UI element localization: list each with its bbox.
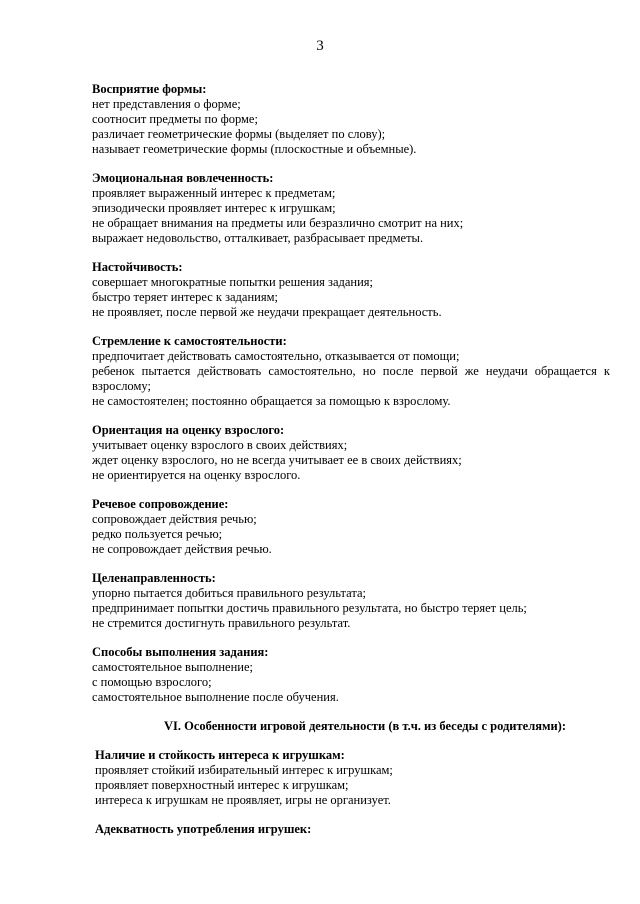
section-emotional-involvement bbox=[92, 171, 610, 246]
section-title: Наличие и стойкость интереса к игрушкам: bbox=[95, 748, 345, 762]
list-item: не проявляет, после первой же неудачи прекращает деятельность. bbox=[92, 305, 442, 319]
list-item: выражает недовольство, отталкивает, разбрасывает предметы. bbox=[92, 231, 424, 245]
section-purposefulness bbox=[92, 571, 610, 631]
list-item: совершает многократные попытки решения задания; bbox=[92, 275, 374, 289]
section-title: Восприятие формы: bbox=[92, 82, 207, 96]
section-title: Настойчивость: bbox=[92, 260, 183, 274]
section-title: Ориентация на оценку взрослого: bbox=[92, 423, 285, 437]
section-title: Стремление к самостоятельности: bbox=[92, 334, 287, 348]
list-item: проявляет стойкий избирательный интерес к игрушкам; bbox=[95, 763, 393, 777]
list-item: упорно пытается добиться правильного результата; bbox=[92, 586, 366, 600]
section-toy-interest bbox=[92, 748, 610, 808]
section-title: Способы выполнения задания: bbox=[92, 645, 269, 659]
list-item: ребенок пытается действовать самостоятельно, но после первой же неудачи обращается к взрослому; bbox=[92, 364, 610, 393]
list-item: редко пользуется речью; bbox=[92, 527, 223, 541]
list-item: не самостоятелен; постоянно обращается за помощью к взрослому. bbox=[92, 394, 451, 408]
list-item: предпринимает попытки достичь правильного результата, но быстро теряет цель; bbox=[92, 601, 527, 615]
section-form-perception bbox=[92, 82, 610, 157]
list-item: эпизодически проявляет интерес к игрушкам; bbox=[92, 201, 336, 215]
list-item: называет геометрические формы (плоскостные и объемные). bbox=[92, 142, 417, 156]
section-task-methods bbox=[92, 645, 610, 705]
list-item: проявляет поверхностный интерес к игрушкам; bbox=[95, 778, 349, 792]
list-item: различает геометрические формы (выделяет по слову); bbox=[92, 127, 386, 141]
page-number: 3 bbox=[316, 38, 324, 54]
list-item: не стремится достигнуть правильного результат. bbox=[92, 616, 351, 630]
section-title: Речевое сопровождение: bbox=[92, 497, 229, 511]
section-adult-evaluation bbox=[92, 423, 610, 483]
list-item: ждет оценку взрослого, но не всегда учитывает ее в своих действиях; bbox=[92, 453, 462, 467]
chapter-heading: VI. Особенности игровой деятельности (в т.ч. из беседы с родителями): bbox=[163, 719, 567, 733]
section-title: Адекватность употребления игрушек: bbox=[95, 822, 312, 836]
list-item: самостоятельное выполнение; bbox=[92, 660, 253, 674]
list-item: проявляет выраженный интерес к предметам; bbox=[92, 186, 336, 200]
section-independence bbox=[92, 334, 610, 409]
section-title: Эмоциональная вовлеченность: bbox=[92, 171, 274, 185]
list-item: соотносит предметы по форме; bbox=[92, 112, 258, 126]
list-item: учитывает оценку взрослого в своих действиях; bbox=[92, 438, 348, 452]
list-item: интереса к игрушкам не проявляет, игры не организует. bbox=[95, 793, 391, 807]
list-item: быстро теряет интерес к заданиям; bbox=[92, 290, 278, 304]
section-speech-accompaniment bbox=[92, 497, 610, 557]
section-persistence bbox=[92, 260, 610, 320]
list-item: нет представления о форме; bbox=[92, 97, 241, 111]
section-toy-usage bbox=[92, 822, 610, 837]
list-item: самостоятельное выполнение после обучения. bbox=[92, 690, 339, 704]
list-item: предпочитает действовать самостоятельно, отказывается от помощи; bbox=[92, 349, 460, 363]
list-item: не ориентируется на оценку взрослого. bbox=[92, 468, 301, 482]
list-item: сопровождает действия речью; bbox=[92, 512, 257, 526]
list-item: не сопровождает действия речью. bbox=[92, 542, 272, 556]
document-body bbox=[92, 82, 610, 851]
list-item: не обращает внимания на предметы или безразлично смотрит на них; bbox=[92, 216, 464, 230]
list-item: с помощью взрослого; bbox=[92, 675, 212, 689]
section-title: Целенаправленность: bbox=[92, 571, 216, 585]
